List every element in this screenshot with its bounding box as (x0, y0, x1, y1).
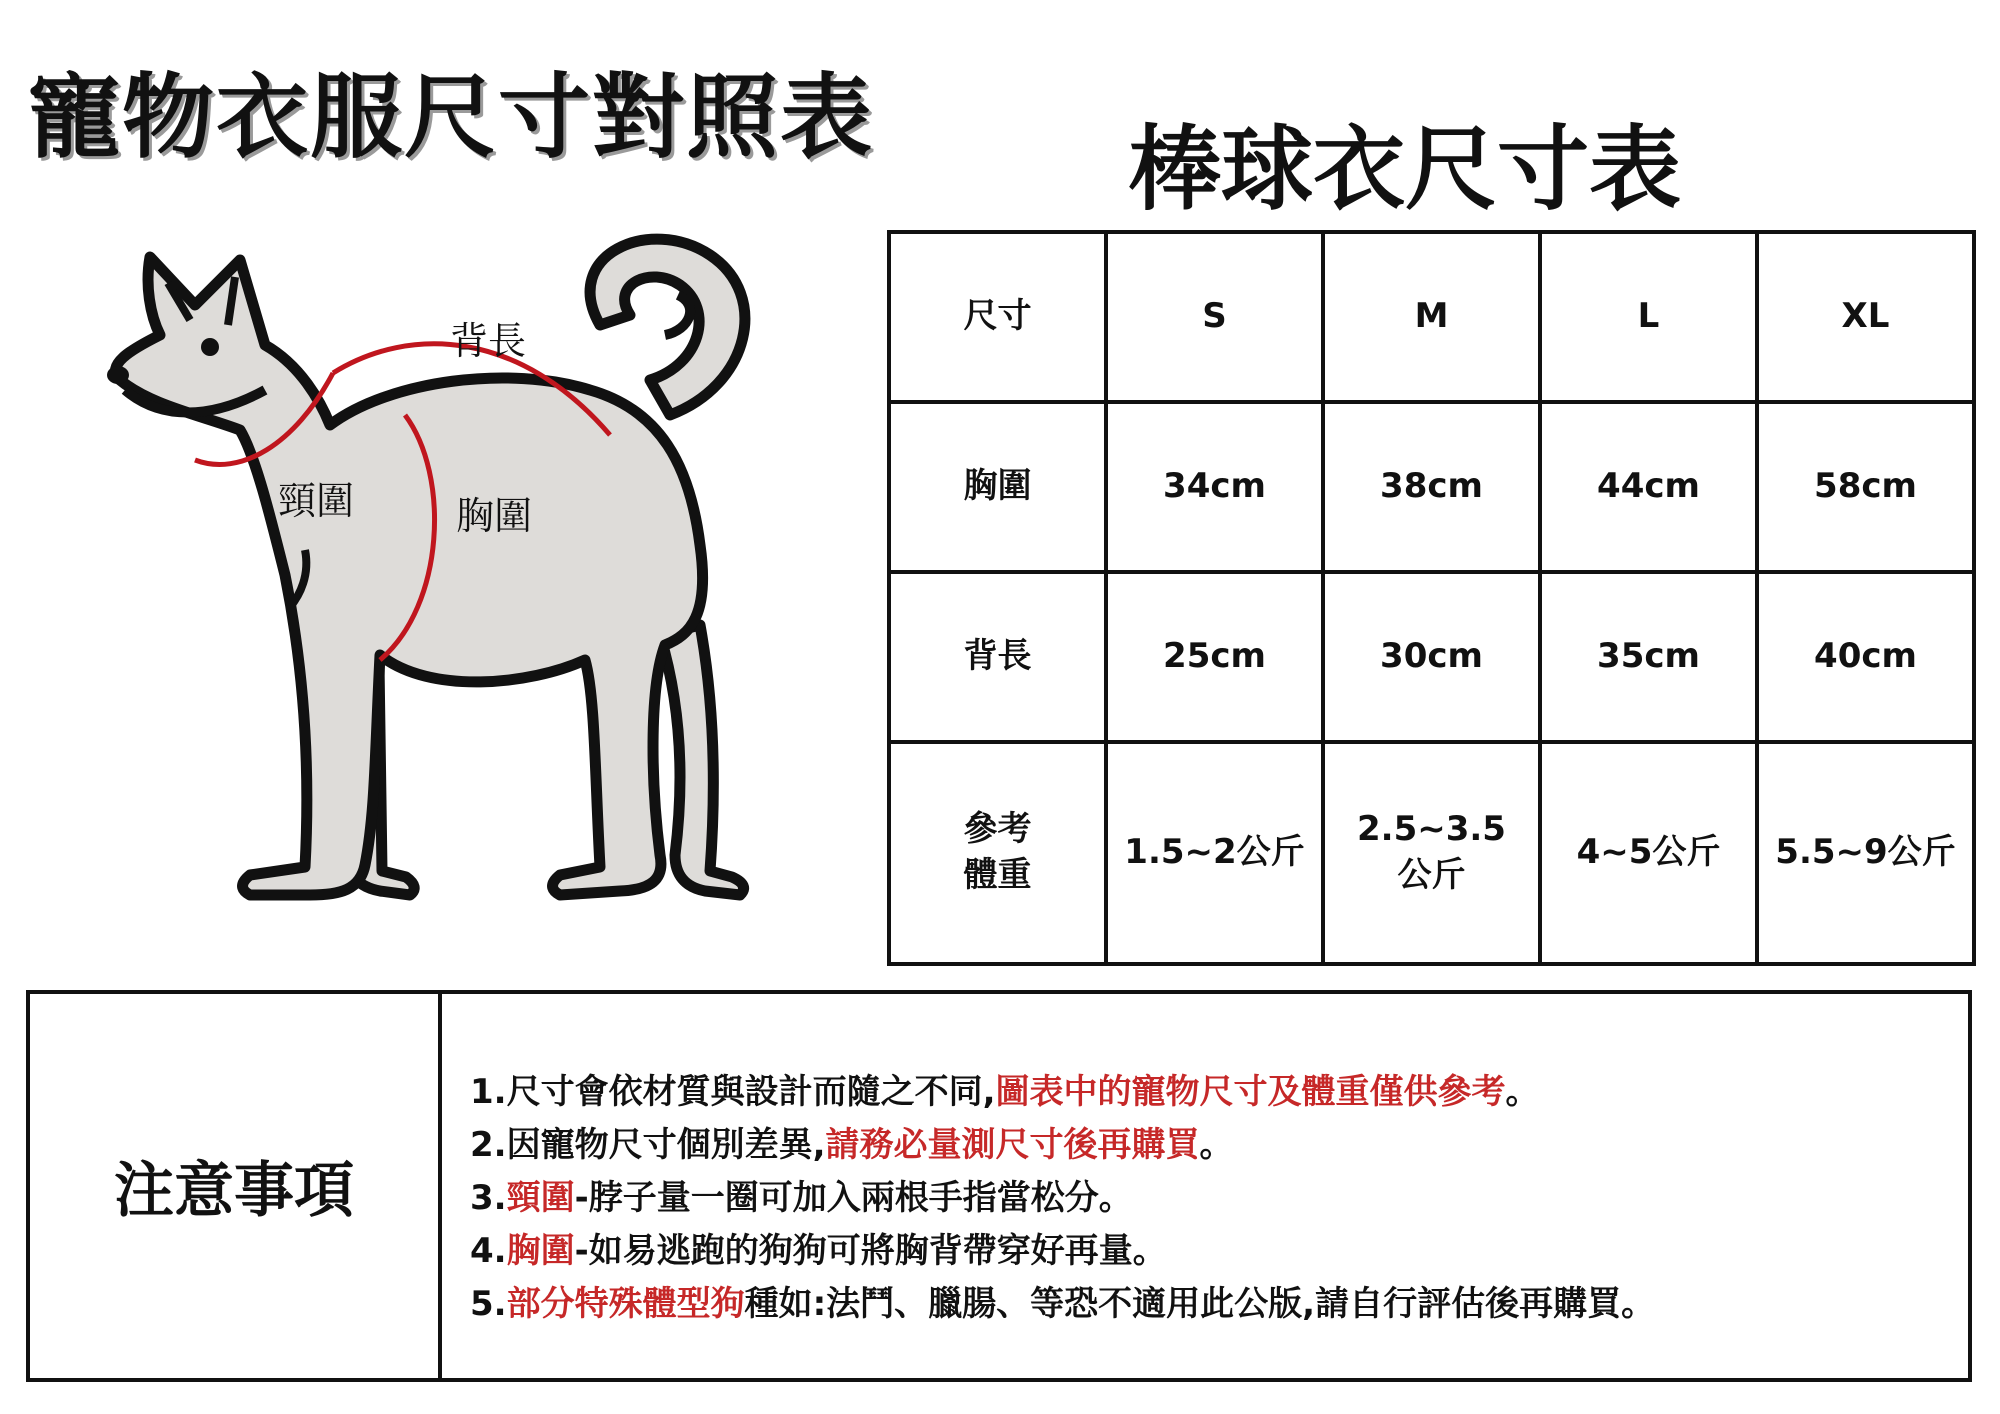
row-label-line: 參考 (963, 809, 1032, 850)
note-text: 4. (470, 1231, 507, 1271)
cell-line: 公斤 (1397, 855, 1466, 895)
note-text: -如易逃跑的狗狗可將胸背帶穿好再量。 (574, 1231, 1167, 1271)
note-text: 種如:法鬥、臘腸、等恐不適用此公版,請自行評估後再購買。 (744, 1284, 1656, 1324)
dog-illustration-icon (90, 215, 770, 935)
notes-box (26, 990, 1972, 1382)
note-highlight: 部分特殊體型狗 (506, 1284, 745, 1324)
note-item (470, 1119, 1968, 1172)
table-cell: 38cm (1323, 402, 1540, 572)
table-row (889, 742, 1974, 964)
back-length-label: 背長 (450, 319, 527, 363)
cell-line: 2.5~3.5 (1357, 809, 1506, 850)
note-item (470, 1066, 1968, 1119)
note-item (470, 1172, 1968, 1225)
table-header-label: 尺寸 (889, 232, 1106, 402)
cell-line: 4~5公斤 (1576, 832, 1721, 873)
table-cell: 34cm (1106, 402, 1323, 572)
note-text: 1.尺寸會依材質與設計而隨之不同, (470, 1072, 996, 1112)
table-cell: 35cm (1540, 572, 1757, 742)
table-row (889, 402, 1974, 572)
table-cell: 40cm (1757, 572, 1974, 742)
note-text: 5. (470, 1284, 507, 1324)
size-table (887, 230, 1976, 966)
row-label-back-length: 背長 (889, 572, 1106, 742)
note-highlight: 胸圍 (506, 1231, 575, 1271)
table-cell (1540, 742, 1757, 964)
note-text: 2.因寵物尺寸個別差異, (470, 1125, 826, 1165)
page-title: 寵物衣服尺寸對照表 (28, 64, 875, 171)
row-label-chest: 胸圍 (889, 402, 1106, 572)
table-header-size-xl: XL (1757, 232, 1974, 402)
table-row (889, 572, 1974, 742)
cell-line: 5.5~9公斤 (1775, 832, 1956, 873)
note-item (470, 1225, 1968, 1278)
table-cell: 25cm (1106, 572, 1323, 742)
chest-label: 胸圍 (456, 494, 533, 538)
row-label-line: 體重 (963, 855, 1032, 895)
table-header-size-l: L (1540, 232, 1757, 402)
note-text: 。 (1199, 1125, 1234, 1165)
note-highlight: 頸圍 (506, 1178, 575, 1218)
size-table-title: 棒球衣尺寸表 (1128, 116, 1681, 223)
table-cell: 30cm (1323, 572, 1540, 742)
table-header-size-m: M (1323, 232, 1540, 402)
table-cell: 44cm (1540, 402, 1757, 572)
note-text: 3. (470, 1178, 507, 1218)
table-header-size-s: S (1106, 232, 1323, 402)
table-cell (1106, 742, 1323, 964)
row-label-weight (889, 742, 1106, 964)
note-highlight: 請務必量測尺寸後再購買 (825, 1125, 1200, 1165)
table-cell: 58cm (1757, 402, 1974, 572)
neck-label: 頸圍 (278, 479, 355, 523)
notes-label: 注意事項 (30, 994, 442, 1378)
dog-far-hind-leg (660, 625, 744, 895)
note-text: -脖子量一圈可加入兩根手指當松分。 (574, 1178, 1133, 1218)
table-cell (1757, 742, 1974, 964)
dog-tail (590, 239, 745, 415)
dog-measurement-diagram (90, 215, 770, 935)
note-highlight: 圖表中的寵物尺寸及體重僅供參考 (995, 1072, 1506, 1112)
dog-nose (107, 366, 129, 384)
table-header-row (889, 232, 1974, 402)
note-text: 。 (1505, 1072, 1540, 1112)
dog-eye (201, 338, 219, 356)
cell-line: 1.5~2公斤 (1124, 832, 1305, 873)
note-item (470, 1278, 1968, 1331)
notes-list (442, 994, 1968, 1378)
table-cell (1323, 742, 1540, 964)
